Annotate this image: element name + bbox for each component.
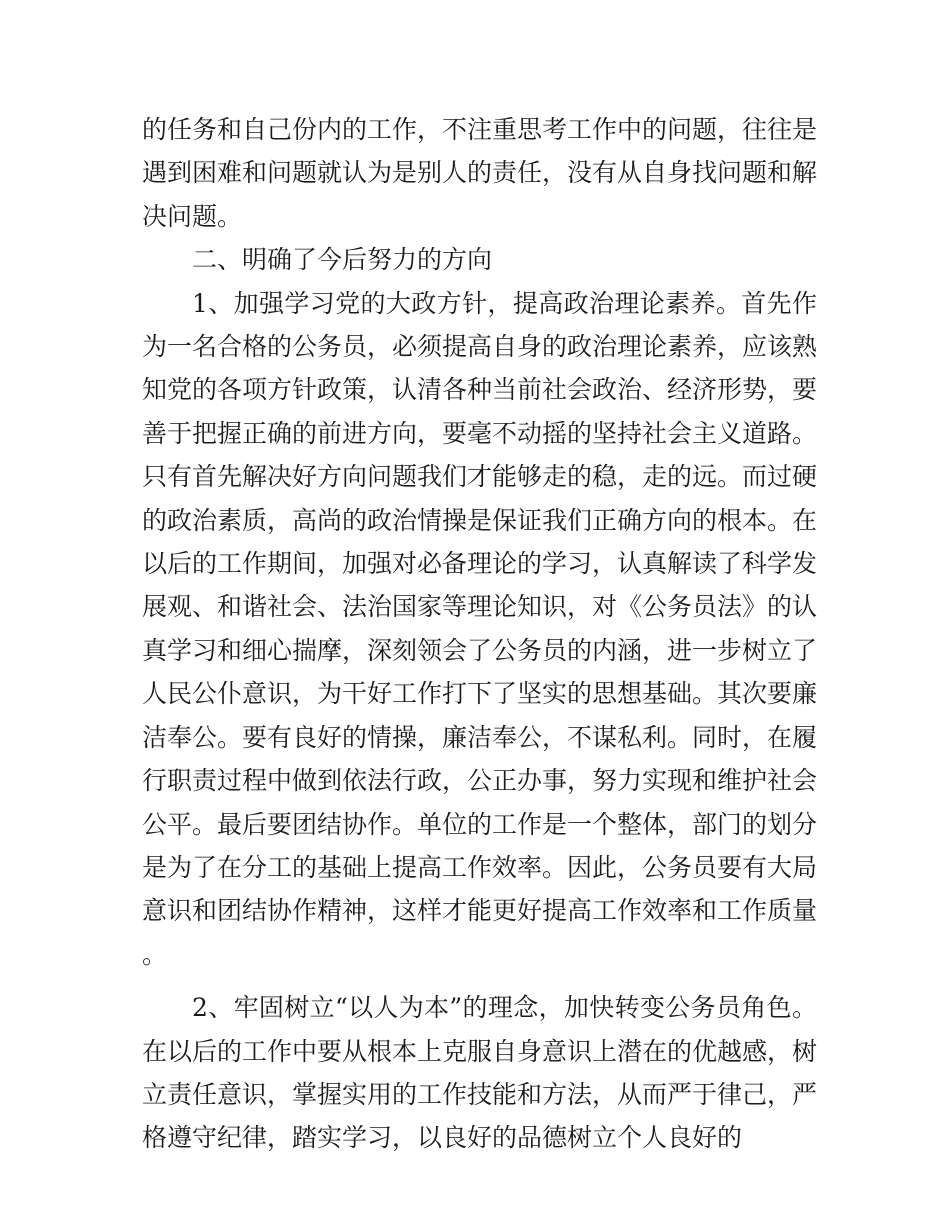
section-heading: 二、明确了今后努力的方向 — [192, 245, 493, 275]
paragraph-point-2: 2、牢固树立“以人为本”的理念，加快转变公务员角色。在以后的工作中要从根本上克服自身意识上潜在的优越感，树立责任意识，掌握实用的工作技能和方法，从而严于律己，严格遵守纪律，踏实学习，以良好的品德树立个人良好的 — [142, 993, 818, 1153]
paragraph-continued: 的任务和自己份内的工作，不注重思考工作中的问题，往往是遇到困难和问题就认为是别人的责任，没有从自身找问题和解决问题。 — [142, 115, 818, 231]
paragraph-point-1: 1、加强学习党的大政方针，提高政治理论素养。首先作为一名合格的公务员，必须提高自身的政治理论素养，应该熟知党的各项方针政策，认清各种当前社会政治、经济形势，要善于把握正确的前进方向，要毫不动摇的坚持社会主义道路。只有首先解决好方向问题我们才能够走的稳，走的远。而过硬的政治素质，高尚的政治情操是保证我们正确方向的根本。在以后的工作期间，加强对必备理论的学习，认真解读了科学发展观、和谐社会、法治国家等理论知识，对《公务员法》的认真学习和细心揣摩，深刻领会了公务员的内涵，进一步树立了人民公仆意识，为干好工作打下了坚实的思想基础。其次要廉洁奉公。要有良好的情操，廉洁奉公，不谋私利。同时，在履行职责过程中做到依法行政，公正办事，努力实现和维护社会公平。最后要团结协作。单位的工作是一个整体，部门的划分是为了在分工的基础上提高工作效率。因此，公务员要有大局意识和团结协作精神，这样才能更好提高工作效率和工作质量。 — [142, 288, 818, 969]
document-body — [142, 108, 817, 1160]
